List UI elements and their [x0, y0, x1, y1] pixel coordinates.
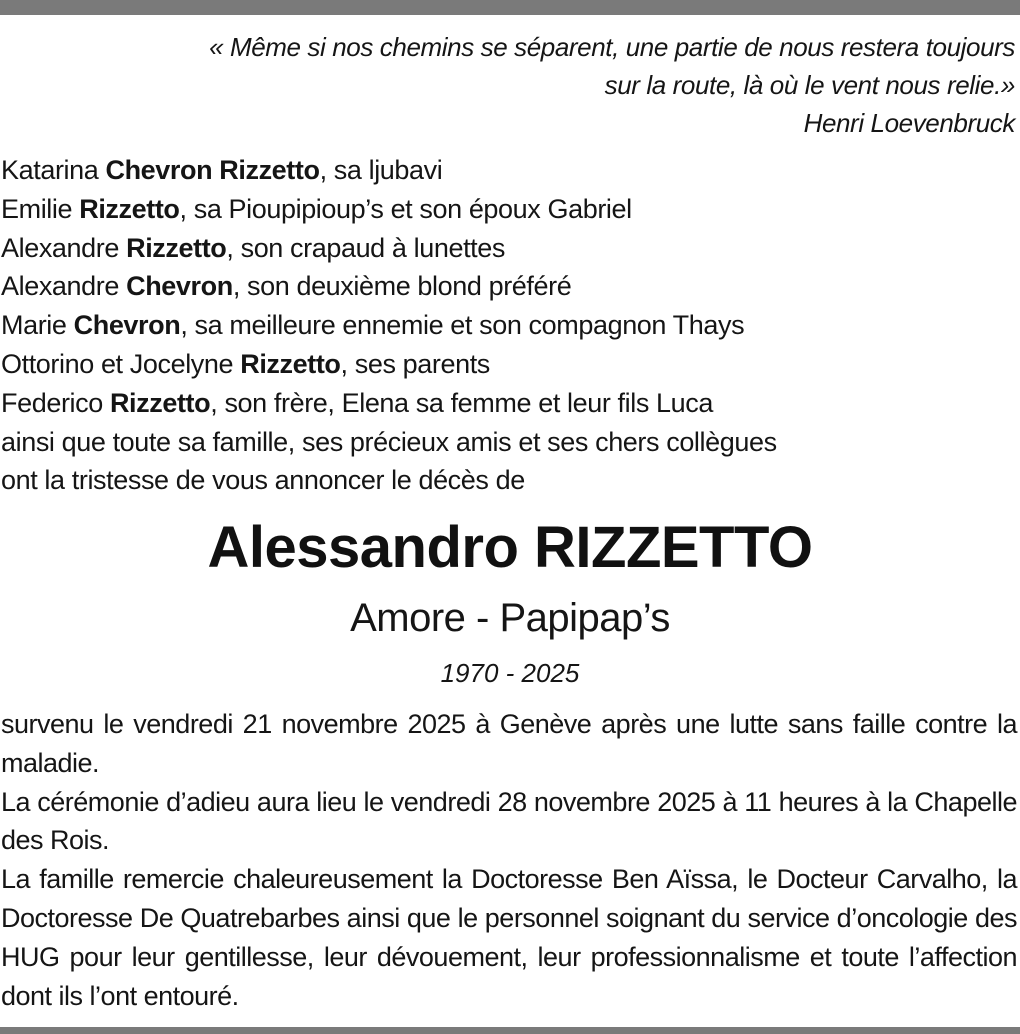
ceremony-info: La cérémonie d’adieu aura lieu le vendredi 28 novembre 2025 à 11 heures à la Chapelle des Rois. [1, 786, 1017, 856]
deceased-name: Alessandro RIZZETTO [207, 515, 813, 580]
family-member: Marie Chevron, sa meilleure ennemie et son compagnon Thays [1, 310, 745, 341]
obituary-details [1, 705, 1017, 1015]
family-member: Federico Rizzetto, son frère, Elena sa femme et leur fils Luca [1, 387, 713, 418]
family-member: Alexandre Rizzetto, son crapaud à lunettes [1, 232, 505, 263]
bottom-divider [0, 1027, 1020, 1034]
epigraph-quote [15, 28, 1015, 142]
quote-author: Henri Loevenbruck [803, 108, 1015, 138]
family-member: Emilie Rizzetto, sa Pioupipioup’s et son époux Gabriel [1, 193, 632, 224]
family-member: Ottorino et Jocelyne Rizzetto, ses parents [1, 348, 490, 379]
death-circumstances: survenu le vendredi 21 novembre 2025 à Genève après une lutte sans faille contre la maladie. [1, 709, 1017, 778]
family-member: Alexandre Chevron, son deuxième blond préféré [1, 271, 572, 302]
acknowledgements: La famille remercie chaleureusement la Doctoresse Ben Aïssa, le Docteur Carvalho, la Doctoresse De Quatrebarbes ainsi que le personnel soignant du service d’oncologie des HUG pour leur gentillesse, leur dévouement, leur professionnalisme et toute l’affection dont ils l’ont entouré. [1, 864, 1017, 1011]
family-member: Katarina Chevron Rizzetto, sa ljubavi [1, 155, 443, 185]
announcement-line-2: ont la tristesse de vous annoncer le décès de [1, 465, 525, 496]
quote-line-1: « Même si nos chemins se séparent, une partie de nous restera toujours [209, 32, 1015, 62]
life-years: 1970 - 2025 [440, 658, 580, 688]
top-divider [0, 0, 1020, 15]
quote-line-2: sur la route, là où le vent nous relie.» [604, 70, 1015, 100]
announcement-line-1: ainsi que toute sa famille, ses précieux amis et ses chers collègues [1, 426, 777, 457]
deceased-nickname: Amore - Papipap’s [350, 596, 670, 640]
family-list [1, 151, 1016, 500]
